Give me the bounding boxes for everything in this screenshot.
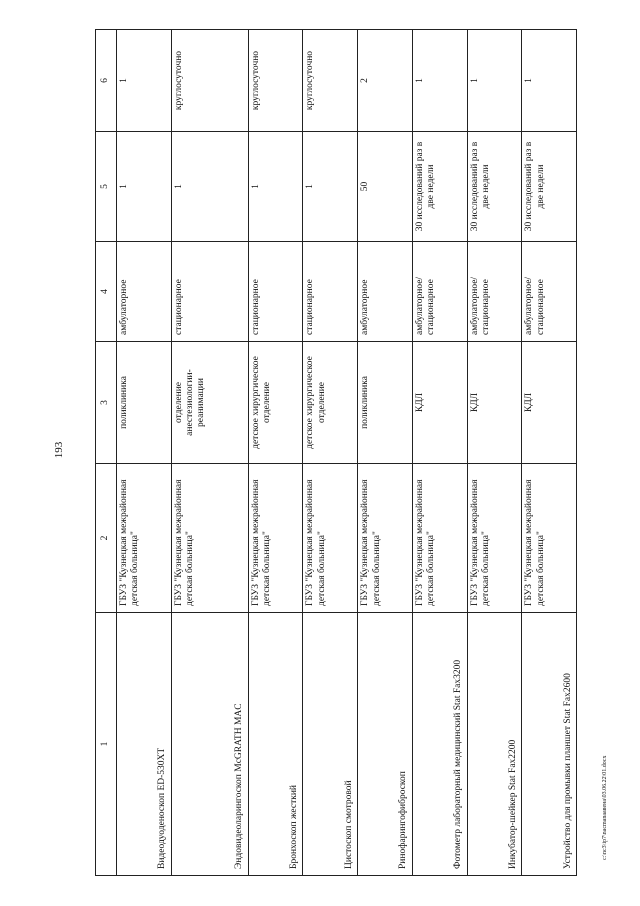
table-cell-c3: детское хирургическое отделение: [248, 342, 303, 464]
table-cell-c4: стационарное: [171, 242, 248, 342]
table-cell-c5: 1: [117, 132, 172, 242]
table-cell-c2: ГБУЗ "Кузнецкая межрайонная детская больница": [522, 464, 577, 613]
table-cell-c2: ГБУЗ "Кузнецкая межрайонная детская больница": [467, 464, 522, 613]
table-cell-c2: ГБУЗ "Кузнецкая межрайонная детская больница": [303, 464, 358, 613]
equipment-table: [95, 29, 577, 876]
table-cell-c3: КДЛ: [522, 342, 577, 464]
table-cell-c2: ГБУЗ "Кузнецкая межрайонная детская больница": [171, 464, 248, 613]
rotated-table-sheet: [95, 30, 577, 876]
table-cell-c4: амбулаторное: [358, 242, 413, 342]
table-cell-c6: круглосуточно: [303, 30, 358, 132]
table-cell-c3: КДЛ: [412, 342, 467, 464]
table-cell-c1: Цистоскоп смотровой: [303, 613, 358, 876]
table-cell-c1: Видеодуоденоскоп ED-530XT: [117, 613, 172, 876]
table-cell-c6: 1: [467, 30, 522, 132]
table-row: [522, 30, 577, 876]
table-cell-c5: 30 исследований раз в две недели: [412, 132, 467, 242]
table-cell-c1: Бронхоскоп жесткий: [248, 613, 303, 876]
table-row: [171, 30, 248, 876]
table-cell-c5: 30 исследований раз в две недели: [522, 132, 577, 242]
table-cell-c5: 30 исследований раз в две недели: [467, 132, 522, 242]
header-col-2: 2: [96, 464, 117, 613]
table-cell-c5: 50: [358, 132, 413, 242]
file-path-footer: c:\nc3\ip7\nacmanaaвена\03.06.22\01.docx: [602, 755, 608, 860]
header-col-6: 6: [96, 30, 117, 132]
table-cell-c3: детское хирургическое отделение: [303, 342, 358, 464]
table-header-row: [96, 30, 117, 876]
table-cell-c6: 2: [358, 30, 413, 132]
table-cell-c4: амбулаторное/ стационарное: [522, 242, 577, 342]
table-cell-c3: поликлиника: [117, 342, 172, 464]
table-cell-c1: Ринофарингофиброскоп: [358, 613, 413, 876]
header-col-3: 3: [96, 342, 117, 464]
table-cell-c3: поликлиника: [358, 342, 413, 464]
table-row: [248, 30, 303, 876]
table-cell-c2: ГБУЗ "Кузнецкая межрайонная детская больница": [117, 464, 172, 613]
table-cell-c6: 1: [117, 30, 172, 132]
header-col-1: 1: [96, 613, 117, 876]
table-cell-c6: круглосуточно: [171, 30, 248, 132]
table-cell-c6: круглосуточно: [248, 30, 303, 132]
table-cell-c1: Фотометр лабораторный медицинский Stat Fax3200: [412, 613, 467, 876]
table-cell-c5: 1: [303, 132, 358, 242]
header-col-5: 5: [96, 132, 117, 242]
table-cell-c4: амбулаторное/ стационарное: [412, 242, 467, 342]
table-cell-c1: Устройство для промывки планшет Stat Fax2600: [522, 613, 577, 876]
table-cell-c2: ГБУЗ "Кузнецкая межрайонная детская больница": [358, 464, 413, 613]
table-cell-c5: 1: [171, 132, 248, 242]
table-cell-c4: амбулаторное: [117, 242, 172, 342]
table-cell-c4: стационарное: [248, 242, 303, 342]
page-number: 193: [53, 441, 65, 459]
table-row: [117, 30, 172, 876]
table-cell-c6: 1: [522, 30, 577, 132]
table-cell-c4: амбулаторное/ стационарное: [467, 242, 522, 342]
table-cell-c6: 1: [412, 30, 467, 132]
header-col-4: 4: [96, 242, 117, 342]
table-cell-c2: ГБУЗ "Кузнецкая межрайонная детская больница": [248, 464, 303, 613]
table-cell-c2: ГБУЗ "Кузнецкая межрайонная детская больница": [412, 464, 467, 613]
table-cell-c3: отделение анестезиологии-реанимации: [171, 342, 248, 464]
table-cell-c5: 1: [248, 132, 303, 242]
table-row: [467, 30, 522, 876]
table-row: [412, 30, 467, 876]
table-row: [358, 30, 413, 876]
table-cell-c4: стационарное: [303, 242, 358, 342]
table-cell-c3: КДЛ: [467, 342, 522, 464]
table-cell-c1: Эндовидеоларингоскоп McGRATH MAC: [171, 613, 248, 876]
table-cell-c1: Инкубатор-шейкер Stat Fax2200: [467, 613, 522, 876]
table-row: [303, 30, 358, 876]
